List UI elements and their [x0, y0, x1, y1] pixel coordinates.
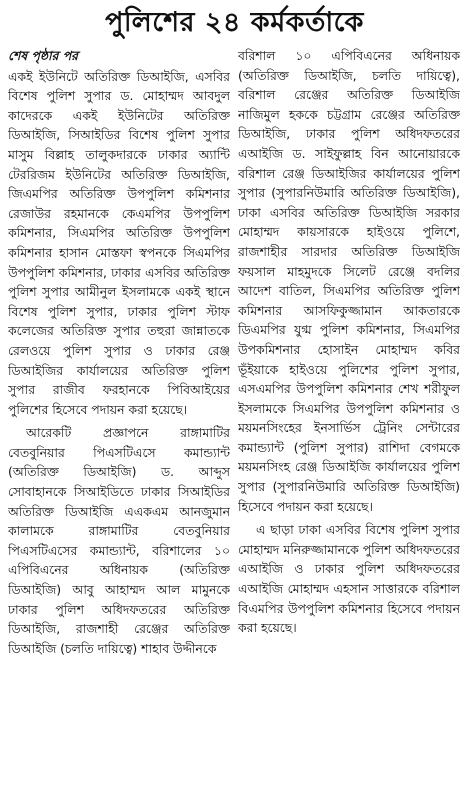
paragraph-2: আরেকটি প্রজ্ঞাপনে রাঙ্গামাটির বেতবুনিয়ার পিএসটিএসে কমান্ড্যান্ট (অতিরিক্ত ডিআইজি) ড. আব্দুস সোবাহানকে সিআইডিতে ঢাকার সিআইডির অতিরিক্ত ডিআইজি এএকএম আনজুমান কালামকে রাঙ্গামাটির বেতবুনিয়ার পিএসটিএসের কমান্ড্যান্ট, বরিশালের ১০ এপিবিএনের অধিনায়ক (অতিরিক্ত ডিআইজি) আবু আহাম্মদ আল মামুনকে ঢাকার পুলিশ অধিদফতরের অতিরিক্ত ডিআইজি, রাজশাহী রেঞ্জের অতিরিক্ত ডিআইজি (চলতি দায়িত্বে) শাহাব উদ্দীনকে: [8, 425, 230, 656]
paragraph-3: এ ছাড়া ঢাকা এসবির বিশেষ পুলিশ সুপার মোহাম্মদ মনিরুজ্জামানকে পুলিশ অধিদফতরের এআইজি ও ঢাকার পুলিশ অধিদফতরের এআইজি মোহাম্মদ এহসান সাত্তারকে বরিশাল বিএমপির উপপুলিশ কমিশনার হিসেবে পদায়ন করা হয়েছে।: [238, 522, 460, 636]
left-column: [8, 46, 230, 794]
paragraph-1: একই ইউনিটে অতিরিক্ত ডিআইজি, এসবির বিশেষ পুলিশ সুপার ড. মোহাম্মদ আবদুল কাদেরকে একই ইউনিটের অতিরিক্ত ডিআইজি, সিআইডির বিশেষ পুলিশ সুপার মাসুম বিল্লাহ তালুকদারকে ঢাকার অ্যান্টি টেররিজম ইউনিটের অতিরিক্ত ডিআইজি, জিএমপির অতিরিক্ত উপপুলিশ কমিশনার রেজাউর রহমানকে কেএমপির উপপুলিশ কমিশনার, সিএমপির অতিরিক্ত উপপুলিশ কমিশনার হাসান মোস্তফা স্বপনকে সিএমপির উপপুলিশ কমিশনার, ঢাকার এসবির অতিরিক্ত পুলিশ সুপার আমীনুল ইসলামকে একই স্থানে বিশেষ পুলিশ সুপার, ঢাকার পুলিশ স্টাফ কলেজের অতিরিক্ত সুপার তহুরা জান্নাতকে রেলওয়ে পুলিশ সুপার ও ঢাকার রেঞ্জ ডিআইজির কার্যালয়ের অতিরিক্ত পুলিশ সুপার রাজীব ফরহানকে পিবিআইয়ের পুলিশের হিসেবে পদায়ন করা হয়েছে।: [8, 68, 230, 417]
right-column: [238, 46, 460, 794]
article-body: [8, 46, 461, 794]
continuation-kicker: শেষ পৃষ্ঠার পর: [8, 48, 78, 63]
paragraph-2-continued: বরিশাল ১০ এপিবিএনের অধিনায়ক (অতিরিক্ত ডিআইজি, চলতি দায়িত্বে), বরিশাল রেঞ্জের অতিরিক্ত ডিআইজি নাজিমুল হককে চট্টগ্রাম রেঞ্জের অতিরিক্ত ডিআইজি, ঢাকার পুলিশ অধিদফতরের এআইজি ড. সাইফুল্লাহ বিন আনোয়ারকে বরিশাল রেঞ্জ ডিআইজির কার্যালয়ের পুলিশ সুপার (সুপারনিউমারি অতিরিক্ত ডিআইজি), ঢাকা এসবির অতিরিক্ত ডিআইজি সরকার মোহাম্মদ কায়সারকে হাইওয়ে পুলিশে, রাজশাহীর সারদার অতিরিক্ত ডিআইজি ফয়সাল মাহমুদকে সিলেট রেঞ্জে বদলির আদেশ বাতিল, সিএমপির অতিরিক্ত পুলিশ কমিশনার আসফিকুজ্জামান আকতারকে ডিএমপির যুগ্ম পুলিশ কমিশনার, সিএমপির উপকমিশনার হোসাইন মোহাম্মদ কবির ভূঁইয়াকে হাইওয়ে পুলিশের পুলিশ সুপার, এসএমপির উপপুলিশ কমিশনার শেখ শরীফুল ইসলামকে সিএমপির উপপুলিশ কমিশনার ও ময়মনসিংহের ইনসার্ভিস ট্রেনিং সেন্টারের কমান্ড্যান্ট (পুলিশ সুপার) রাশিদা বেগমকে ময়মনসিংহ রেঞ্জ ডিআইজি কার্যালয়ের পুলিশ সুপার (সুপারনিউমারি অতিরিক্ত ডিআইজি) হিসেবে পদায়ন করা হয়েছে।: [238, 48, 460, 514]
headline: পুলিশের ২৪ কর্মকর্তাকে: [105, 7, 364, 38]
